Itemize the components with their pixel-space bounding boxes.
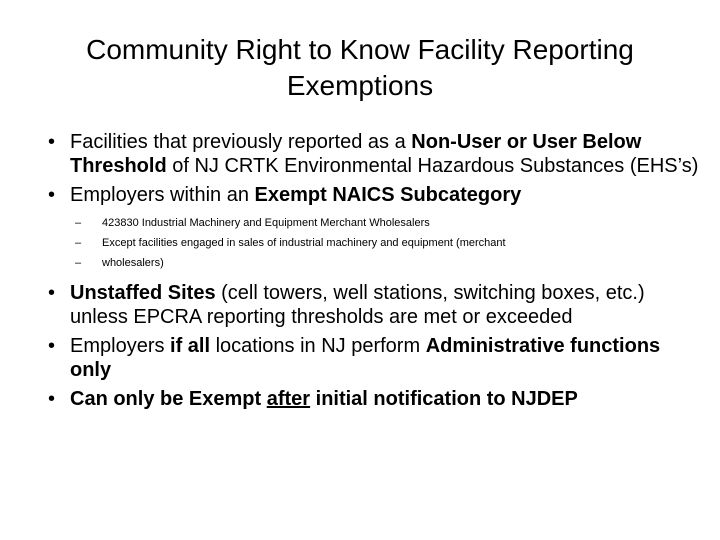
bullet-text: Employers: [70, 335, 171, 357]
bullet-dot: •: [48, 131, 56, 153]
sub-bullet-item: [0, 213, 720, 233]
dash-marker: –: [75, 257, 82, 269]
bullet-dot: •: [48, 388, 56, 410]
bullet-bold-text: Exempt NAICS Subcategory: [254, 184, 522, 206]
bullet-unstaffed-sites: [0, 281, 720, 329]
bullet-text: (cell towers, well stations, switching boxes, etc.) unless EPCRA reporting thresholds are met or exceeded: [70, 282, 645, 328]
bullet-administrative: [0, 334, 720, 382]
bullet-dot: •: [48, 335, 56, 357]
bullet-exempt-naics: [0, 183, 720, 207]
bullet-text: of NJ CRTK Environmental Hazardous Substances (EHS’s): [166, 155, 699, 177]
sub-bullet-list: [0, 213, 720, 273]
bullet-bold-text: initial notification to NJDEP: [310, 388, 578, 410]
bullet-text: Employers within an: [70, 184, 255, 206]
sub-bullet-item: [0, 253, 720, 273]
bullet-text: Facilities that previously reported as a: [70, 131, 412, 153]
bullet-non-user: [0, 130, 720, 178]
slide-title: Community Right to Know Facility Reporting Exemptions: [86, 34, 634, 101]
bullet-exempt-after-notification: [0, 387, 720, 411]
bullet-bold-text: Non-User or User Below Threshold: [70, 131, 642, 177]
bullet-text: locations in NJ perform: [210, 335, 426, 357]
bullet-dot: •: [48, 184, 56, 206]
bullet-bold-text: if all: [170, 335, 211, 357]
sub-bullet-text: Except facilities engaged in sales of industrial machinery and equipment (merchant: [102, 237, 506, 249]
bullet-dot: •: [48, 282, 56, 304]
bullet-bold-text: Administrative functions only: [70, 335, 661, 381]
sub-bullet-item: [0, 233, 720, 253]
bullet-list: [0, 130, 720, 416]
dash-marker: –: [75, 217, 82, 229]
bullet-bold-text: Can only be Exempt: [70, 388, 267, 410]
bullet-bold-text: Unstaffed Sites: [70, 282, 216, 304]
dash-marker: –: [75, 237, 82, 249]
sub-bullet-text: 423830 Industrial Machinery and Equipment Merchant Wholesalers: [102, 217, 430, 229]
sub-bullet-text: wholesalers): [102, 257, 164, 269]
underlined-text: after: [266, 388, 311, 410]
